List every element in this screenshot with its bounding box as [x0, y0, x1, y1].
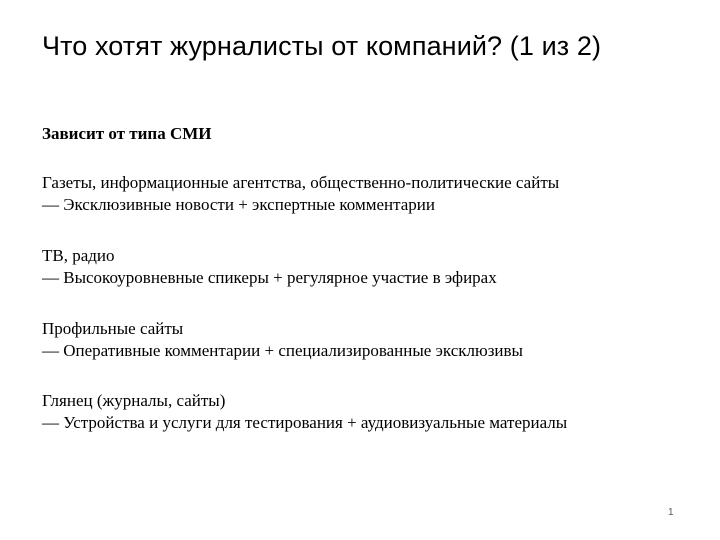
media-type-needs: — Высокоуровневные спикеры + регулярное участие в эфирах: [42, 268, 497, 287]
media-type-block: [42, 172, 712, 216]
page-number: 1: [668, 507, 674, 518]
media-type-needs: — Оперативные комментарии + специализированные эксклюзивы: [42, 341, 523, 360]
media-type-block: [42, 245, 712, 289]
media-type-label: ТВ, радио: [42, 246, 115, 265]
media-type-label: Глянец (журналы, сайты): [42, 391, 226, 410]
media-type-label: Газеты, информационные агентства, общественно-политические сайты: [42, 173, 560, 192]
media-type-needs: — Эксклюзивные новости + экспертные комментарии: [42, 195, 435, 214]
slide-title: Что хотят журналисты от компаний? (1 из 2): [42, 31, 602, 61]
slide-subtitle: Зависит от типа СМИ: [42, 124, 212, 143]
media-type-block: [42, 390, 712, 434]
media-type-needs: — Устройства и услуги для тестирования + аудиовизуальные материалы: [42, 413, 568, 432]
media-type-label: Профильные сайты: [42, 319, 184, 338]
media-type-block: [42, 318, 712, 362]
